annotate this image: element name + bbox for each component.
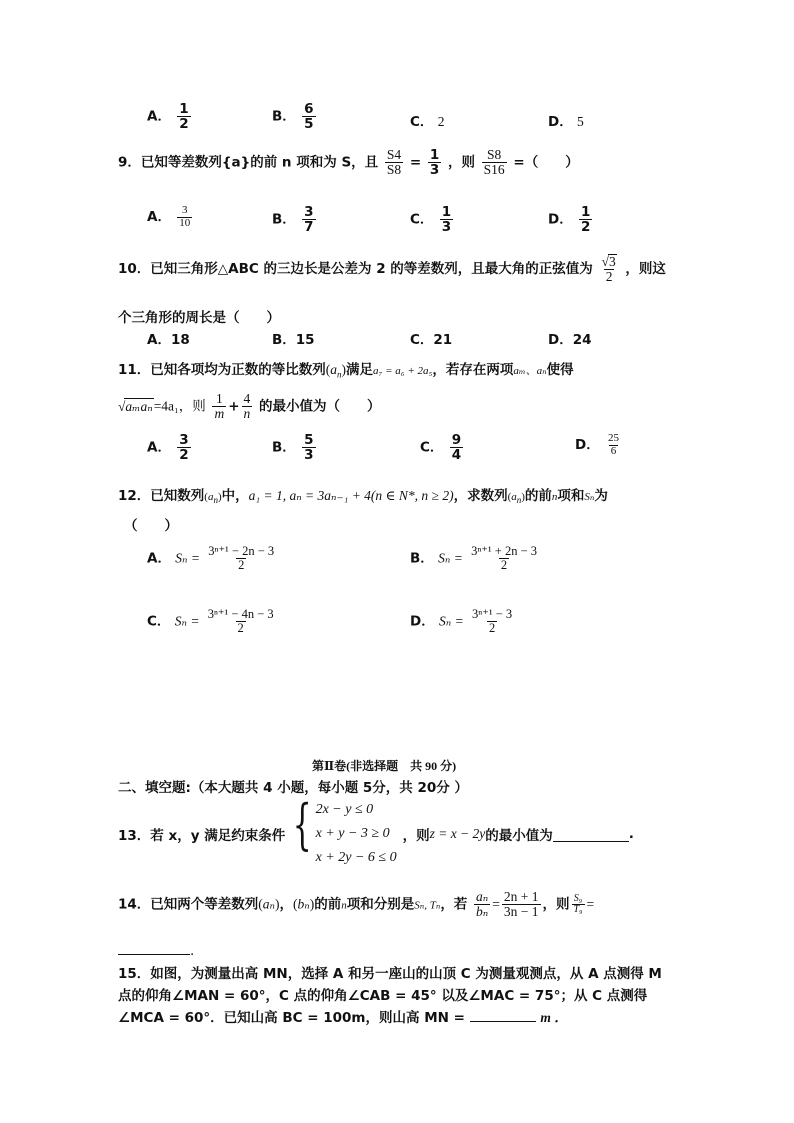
- frac-num: 1: [215, 391, 223, 406]
- constraint-3: x + 2y − 6 ≤ 0: [315, 850, 397, 865]
- constraint-1: 2x − y ≤ 0: [315, 802, 374, 817]
- option-label: B．: [410, 550, 434, 567]
- q14-eq: =: [492, 896, 500, 912]
- frac-den: S8: [386, 162, 402, 178]
- option-label: C．: [410, 114, 434, 130]
- frac-num: 9: [451, 432, 462, 448]
- answer-blank[interactable]: [470, 1007, 536, 1022]
- q14-mid: 的前: [314, 896, 342, 913]
- frac-den: n: [243, 406, 251, 422]
- q8-option-c: [410, 110, 444, 130]
- frac-den: 3: [429, 162, 440, 179]
- frac-num: 1: [441, 204, 452, 220]
- frac-num: S₉: [573, 892, 583, 904]
- q12-nvar: n: [551, 491, 558, 503]
- frac-den: bₙ: [476, 904, 489, 920]
- q15-line2: 点的仰角∠MAN = 60°，C 点的仰角∠CAB = 45° 以及∠MAC = 75°；从 C 点测得: [118, 988, 648, 1004]
- q12-line1a: 12．已知数列: [118, 488, 205, 504]
- frac-num: 3ⁿ⁺¹ − 2n − 3: [208, 544, 275, 558]
- q8-option-b: [272, 102, 318, 131]
- frac-num: 6: [304, 101, 314, 117]
- frac-den: 2: [238, 558, 245, 573]
- frac-den: 2: [488, 621, 496, 636]
- answer-blank[interactable]: [118, 940, 190, 955]
- frac-num: 1: [581, 204, 591, 220]
- frac-den: 7: [304, 219, 314, 236]
- frac-den: 4: [451, 447, 462, 464]
- frac-den: T₉: [573, 904, 583, 916]
- q10-line1: 10．已知三角形△ABC 的三边长是公差为 2 的等差数列，且最大角的正弦值为: [118, 261, 593, 278]
- q12-line1e: 项和: [557, 488, 585, 504]
- q11-option-d: [575, 433, 623, 457]
- q12-stem-line1: 12．已知数列$(a_n)$中，a₁ = 1, aₙ = 3aₙ₋₁ + 4(n ∈ N*, n ≥ 2)，求数列$(a_n)$的前n项和Sₙ为: [118, 488, 608, 506]
- q12-option-d: [410, 608, 516, 635]
- seq-a: aₙ: [262, 896, 276, 912]
- q12-option-c: [147, 608, 278, 635]
- q10-option-d: D．24: [548, 332, 592, 348]
- frac-den: 6: [610, 444, 617, 457]
- frac-den: 2: [237, 621, 244, 636]
- q10-stem-line2: 个三角形的周长是（ ）: [118, 310, 280, 326]
- option-label: C．: [410, 211, 434, 228]
- option-label: A．: [147, 108, 171, 125]
- q9-prefix: 9．已知等差数列{a: [118, 154, 241, 171]
- frac-num: 3: [179, 432, 189, 448]
- option-label: A．: [147, 209, 171, 226]
- q13-mid: ，则: [402, 828, 430, 844]
- option-value: 2: [437, 114, 445, 129]
- frac-den: S16: [483, 162, 505, 178]
- frac-num: 2n + 1: [503, 889, 539, 904]
- answer-blank[interactable]: [553, 827, 629, 842]
- q8-option-a: [147, 102, 193, 131]
- frac-den: 3n − 1: [503, 904, 539, 920]
- frac-num: 1: [429, 147, 440, 163]
- option-lhs: Sₙ =: [174, 613, 200, 629]
- q14-stem: 14．已知两个等差数列(aₙ)，(bₙ)的前n项和分别是Sₙ, Tₙ，若 $\frac{\text{aₙ}}{\text{bₙ}}$ = $\frac{2n + 1}{3n - 1}$ ，则 $\frac{\text{S₉}}{\text{T₉}}$ =: [118, 889, 595, 920]
- frac-den: 3: [441, 219, 452, 236]
- q14-n: n: [341, 899, 347, 912]
- q12-line1d: 的前: [524, 488, 552, 504]
- frac-num: 3: [182, 204, 188, 216]
- frac-num: 25: [608, 432, 620, 444]
- q9-mid: }的前 n 项和为 S: [240, 154, 352, 171]
- option-label: A．: [147, 439, 171, 456]
- option-label: D．: [410, 613, 435, 630]
- section2-heading: 二、填空题:（本大题共 4 小题，每小题 5分，共 20分 ）: [118, 780, 468, 796]
- frac-num: S8: [487, 147, 502, 162]
- q9-then: ，则: [447, 154, 475, 171]
- q13-stem: [118, 793, 634, 868]
- frac-num: aₙ: [476, 889, 489, 904]
- option-label: D．: [548, 211, 573, 228]
- q9-option-a: [147, 205, 194, 229]
- q13-objective: z = x − 2y: [429, 826, 486, 841]
- q14-if: ，若: [440, 896, 468, 913]
- q14-eq2: =: [586, 896, 595, 912]
- frac-num: 3ⁿ⁺¹ + 2n − 3: [471, 544, 537, 558]
- constraint-2: x + y − 3 ≥ 0: [315, 826, 390, 841]
- q12-option-a: [147, 545, 278, 572]
- frac-den: 2: [179, 447, 189, 464]
- frac-den: 3: [304, 447, 314, 464]
- option-lhs: Sₙ =: [438, 550, 463, 566]
- frac-num: 4: [243, 391, 251, 406]
- option-label: A．: [147, 550, 171, 567]
- q11-line1d: 使得: [546, 362, 574, 378]
- q14-answer-line: [118, 940, 194, 959]
- q13-prefix: 13．若 x，y 满足约束条件: [118, 828, 286, 844]
- frac-num: 3ⁿ⁺¹ − 3: [472, 607, 513, 621]
- option-label: D．: [548, 114, 573, 130]
- frac-den: 2: [605, 269, 613, 285]
- q12-option-b: [410, 545, 541, 572]
- option-label: B．: [272, 211, 296, 228]
- q11-option-c: [420, 433, 465, 462]
- q9-mid2: ，且: [351, 154, 379, 171]
- frac-den: 10: [179, 216, 191, 229]
- q14-mid2: 项和分别是: [346, 896, 415, 913]
- option-label: C．: [420, 439, 444, 456]
- q9-option-c: [410, 205, 455, 234]
- q12-formula: a₁ = 1, aₙ = 3aₙ₋₁ + 4(n ∈ N*, n ≥ 2): [248, 488, 454, 503]
- seq-b: bₙ: [297, 896, 310, 912]
- q11-line1c: ，若存在两项: [432, 362, 514, 378]
- frac-num: 1: [179, 101, 189, 117]
- q9-stem: [118, 148, 579, 177]
- q9-option-d: [548, 205, 594, 234]
- q12-line1c: ，求数列: [453, 488, 508, 504]
- q11-line1b: 满足: [346, 362, 374, 378]
- option-label: B．: [272, 108, 296, 125]
- frac-den: 2: [581, 219, 591, 236]
- frac-den: 5: [304, 116, 314, 133]
- q14-st: Sₙ, Tₙ: [414, 899, 441, 912]
- part2-title: 第Ⅱ卷(非选择题 共 90 分): [312, 759, 457, 773]
- q14-prefix: 14．已知两个等差数列: [118, 896, 259, 913]
- frac-den: 2: [500, 558, 508, 573]
- q8-option-d: [548, 110, 584, 130]
- q11-radicand: aₘaₙ: [125, 398, 153, 414]
- frac-num: 3: [304, 204, 314, 220]
- q9-eq: =: [409, 154, 422, 171]
- seq-var: a: [330, 362, 338, 377]
- q12-line1b: 中，: [221, 488, 249, 504]
- frac-num: 3ⁿ⁺¹ − 4n − 3: [207, 607, 274, 621]
- brace-icon: {: [292, 793, 312, 856]
- q15-line1: 15．如图，为测量出高 MN，选择 A 和另一座山的山顶 C 为测量观测点，从 A 点测得 M: [118, 966, 662, 982]
- q10-option-b: B．15: [272, 332, 315, 348]
- q10-stem-line1: 10．已知三角形△ABC 的三边长是公差为 2 的等差数列，且最大角的正弦值为 $\frac{√3}{2}$ ，则这: [118, 254, 666, 285]
- option-label: B．: [272, 439, 296, 456]
- q11-stem-line1: 11．已知各项均为正数的等比数列$(a_n)$满足a₇ = a₆ + 2a₅，若存在两项aₘ、aₙ使得: [118, 362, 574, 380]
- q11-line1a: 11．已知各项均为正数的等比数列: [118, 362, 326, 378]
- q11-option-b: [272, 433, 318, 462]
- q13-tail: 的最小值为: [485, 828, 553, 844]
- q14-sep: ，: [279, 896, 294, 913]
- q12-stem-line2: （ ）: [124, 518, 178, 534]
- q10-option-a: A．18: [147, 332, 190, 348]
- q14-end: .: [190, 943, 195, 959]
- frac-den: m: [214, 406, 225, 422]
- q12-line1f: 为: [594, 488, 608, 504]
- q11-stem-line2: √aₘaₙ=4a₁，则 $\frac{1}{m}$ + $\frac{4}{n}$ 的最小值为（ ）: [118, 391, 381, 422]
- sqrt-radicand: 3: [608, 254, 616, 269]
- q14-then: ，则: [542, 896, 570, 913]
- q11-cond: a₇ = a₆ + 2a₅: [373, 365, 433, 377]
- q15-line3: [118, 1006, 568, 1026]
- frac-den: 2: [179, 116, 189, 133]
- option-value: 5: [577, 114, 584, 129]
- q10-option-c: C．21: [410, 332, 453, 348]
- option-lhs: Sₙ =: [439, 613, 464, 629]
- q11-line2c: 的最小值为（ ）: [258, 398, 381, 415]
- q13-end: .: [628, 826, 634, 842]
- option-label: D．: [575, 437, 600, 454]
- option-label: C．: [147, 613, 171, 630]
- frac-num: 5: [304, 432, 314, 448]
- q11-plus: +: [228, 398, 240, 415]
- q15-line3a: ∠MCA = 60°．已知山高 BC = 100m，则山高 MN =: [118, 1010, 465, 1026]
- q9-tail: =（ ）: [513, 154, 579, 171]
- q11-am: aₘ、aₙ: [513, 365, 547, 377]
- q10-tail: ，则这: [625, 261, 666, 278]
- option-lhs: Sₙ =: [175, 550, 200, 566]
- q11-line2b: =4a₁，则: [153, 398, 206, 414]
- q11-option-a: [147, 433, 193, 462]
- q12-sn: Sₙ: [584, 491, 595, 503]
- frac-num: S4: [386, 147, 402, 162]
- q15-line3b: m ．: [540, 1010, 568, 1025]
- q9-option-b: [272, 205, 318, 234]
